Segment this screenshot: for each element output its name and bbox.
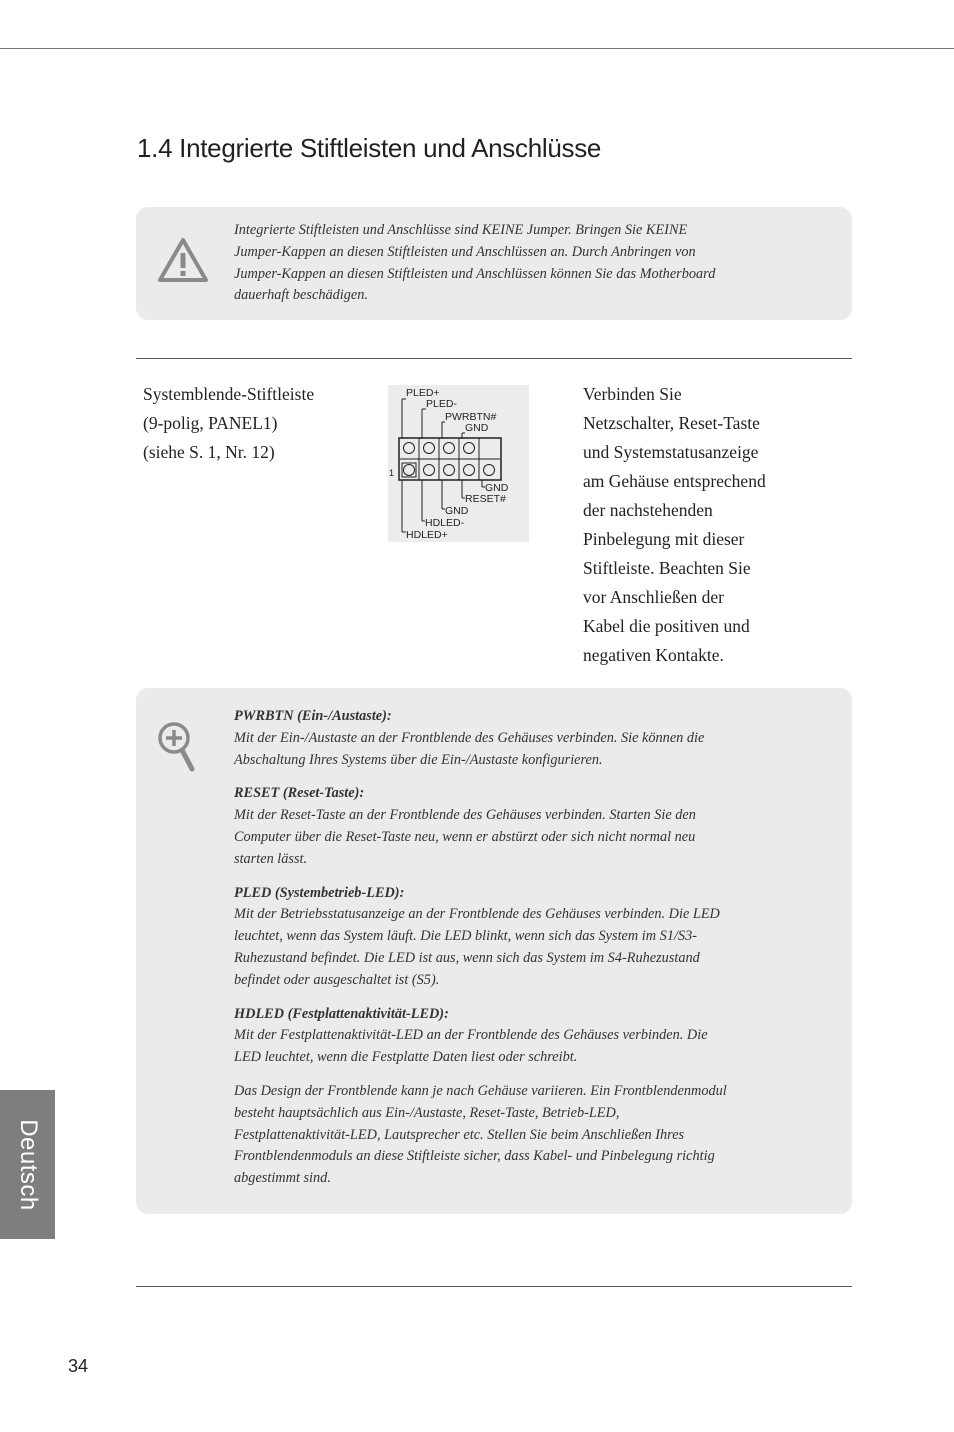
pin-label-pled-minus: PLED- xyxy=(426,398,457,410)
header-name-line: Systemblende-Stiftleiste xyxy=(143,384,315,404)
header-name-line: (siehe S. 1, Nr. 12) xyxy=(143,442,275,462)
page-title: 1.4 Integrierte Stiftleisten und Anschlüsse xyxy=(137,133,602,163)
warning-triangle-icon xyxy=(157,237,209,283)
description-line: negativen Kontakte. xyxy=(583,645,724,665)
description-line: der nachstehenden xyxy=(583,500,713,520)
top-rule xyxy=(0,48,954,49)
pin-label-hdled-minus: HDLED- xyxy=(425,517,465,529)
note-line: abgestimmt sind. xyxy=(234,1170,331,1187)
header-name xyxy=(143,380,314,467)
note-line: leuchtet, wenn das System läuft. Die LED blinkt, wenn sich das System im S1/S3- xyxy=(234,928,697,945)
pin-label-reset: RESET# xyxy=(465,493,506,505)
description-line: und Systemstatusanzeige xyxy=(583,442,759,462)
description-line: Pinbelegung mit dieser xyxy=(583,529,745,549)
note-line: Festplattenaktivität-LED, Lautsprecher etc. Stellen Sie beim Anschließen Ihres xyxy=(234,1126,685,1143)
note-section-pled xyxy=(234,883,789,992)
note-section-reset xyxy=(234,783,789,870)
note-box xyxy=(136,688,852,1214)
warning-line: Jumper-Kappen an diesen Stiftleisten und Anschlüssen an. Durch Anbringen von xyxy=(234,243,696,260)
pin-label-gnd-top: GND xyxy=(465,422,489,434)
panel-header-diagram xyxy=(388,385,529,542)
note-section-pwrbtn xyxy=(234,706,789,771)
note-heading: PLED (Systembetrieb-LED): xyxy=(234,884,405,901)
description-line: Netzschalter, Reset-Taste xyxy=(583,413,760,433)
note-closing xyxy=(234,1081,789,1190)
note-heading: PWRBTN (Ein-/Austaste): xyxy=(234,708,392,724)
magnifier-plus-icon xyxy=(157,720,197,772)
warning-line: Jumper-Kappen an diesen Stiftleisten und Anschlüssen können Sie das Motherboard xyxy=(234,265,716,282)
note-line: Mit der Reset-Taste an der Frontblende des Gehäuses verbinden. Starten Sie den xyxy=(234,807,696,824)
note-line: Mit der Festplattenaktivität-LED an der Frontblende des Gehäuses verbinden. Die xyxy=(234,1027,708,1044)
note-line: Frontblendenmoduls an diese Stiftleiste sicher, dass Kabel- und Pinbelegung richtig xyxy=(234,1148,715,1165)
section-rule-bottom xyxy=(136,1286,852,1287)
note-section-hdled xyxy=(234,1004,789,1069)
pin-label-gnd-bottom: GND xyxy=(485,482,509,494)
description-line: am Gehäuse entsprechend xyxy=(583,471,766,491)
header-description xyxy=(583,380,803,670)
note-line: starten lässt. xyxy=(234,850,308,867)
note-line: besteht hauptsächlich aus Ein-/Austaste, Reset-Taste, Betrieb-LED, xyxy=(234,1104,620,1121)
note-line: LED leuchtet, wenn die Festplatte Daten liest oder schreibt. xyxy=(234,1049,578,1066)
note-content xyxy=(234,706,789,1202)
language-tab-label: Deutsch xyxy=(14,1118,42,1211)
pinout-diagram xyxy=(388,385,529,542)
note-line: Das Design der Frontblende kann je nach Gehäuse variieren. Ein Frontblendenmodul xyxy=(234,1082,727,1099)
header-name-line: (9-polig, PANEL1) xyxy=(143,413,278,433)
language-tab xyxy=(0,1090,55,1239)
warning-text xyxy=(234,220,794,307)
note-line: Mit der Betriebsstatusanzeige an der Frontblende des Gehäuses verbinden. Die LED xyxy=(234,906,720,923)
pin-one-marker: 1 xyxy=(389,468,395,478)
note-line: Ruhezustand befindet. Die LED ist aus, wenn sich das System im S4-Ruhezustand xyxy=(234,949,700,966)
warning-box xyxy=(136,207,852,320)
warning-line: Integrierte Stiftleisten und Anschlüsse sind KEINE Jumper. Bringen Sie KEINE xyxy=(234,222,688,238)
pin-label-gnd-middle: GND xyxy=(445,505,469,517)
pin-label-pled-plus: PLED+ xyxy=(406,387,440,399)
warning-line: dauerhaft beschädigen. xyxy=(234,287,368,304)
note-line: Abschaltung Ihres Systems über die Ein-/Austaste konfigurieren. xyxy=(234,751,603,768)
note-line: Computer über die Reset-Taste neu, wenn er abstürzt oder sich nicht normal neu xyxy=(234,828,696,845)
description-line: Kabel die positiven und xyxy=(583,616,750,636)
pin-label-pwrbtn: PWRBTN# xyxy=(445,411,497,423)
description-line: Verbinden Sie xyxy=(583,384,682,404)
note-line: befindet oder ausgeschaltet ist (S5). xyxy=(234,971,440,988)
note-heading: HDLED (Festplattenaktivität-LED): xyxy=(234,1005,449,1022)
section-rule-top xyxy=(136,358,852,359)
note-heading: RESET (Reset-Taste): xyxy=(234,785,365,802)
description-line: vor Anschließen der xyxy=(583,587,724,607)
page-number: 34 xyxy=(68,1356,89,1376)
description-line: Stiftleiste. Beachten Sie xyxy=(583,558,751,578)
note-line: Mit der Ein-/Austaste an der Frontblende des Gehäuses verbinden. Sie können die xyxy=(234,729,705,746)
pin-label-hdled-plus: HDLED+ xyxy=(406,529,448,541)
